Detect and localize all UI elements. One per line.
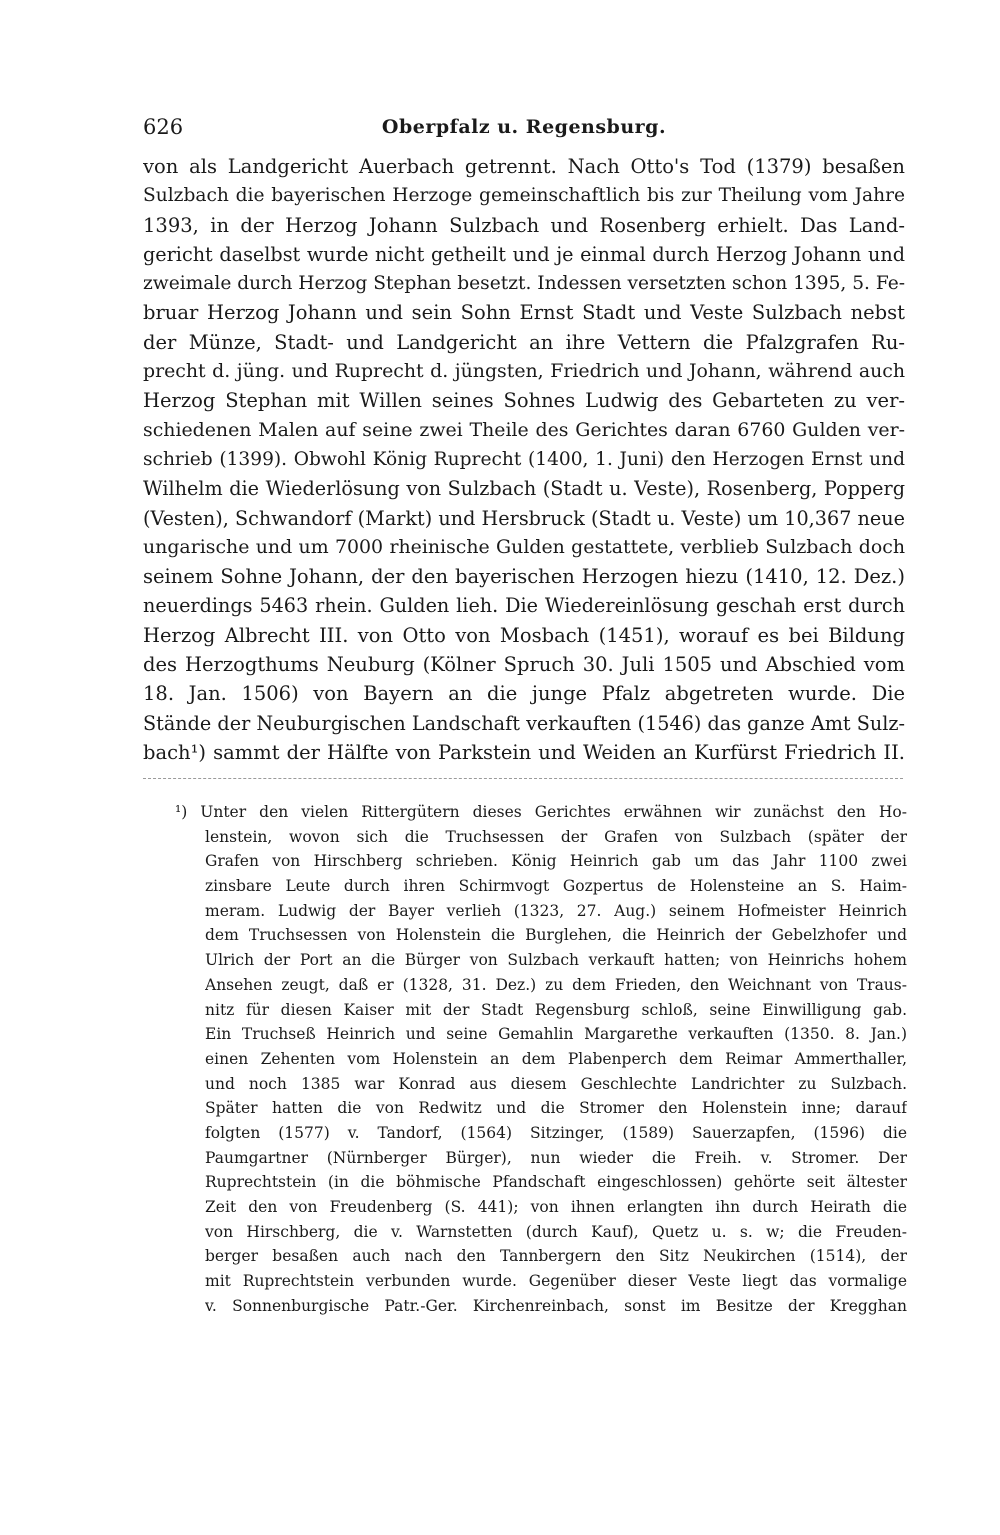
footnote-line: mit Ruprechtstein verbunden wurde. Gegenüber dieser Veste liegt das vormalige (205, 1272, 907, 1291)
footnote-line: und noch 1385 war Konrad aus diesem Geschlechte Landrichter zu Sulzbach. (205, 1074, 907, 1093)
text-line: zweimale durch Herzog Stephan besetzt. Indessen versetzten schon 1395, 5. Fe- (143, 273, 905, 295)
text-line: Herzog Albrecht III. von Otto von Mosbach (1451), worauf es bei Bildung (143, 623, 905, 647)
text-line: gericht daselbst wurde nicht getheilt und je einmal durch Herzog Johann und (143, 242, 905, 266)
text-line: ungarische und um 7000 rheinische Gulden gestattete, verblieb Sulzbach doch (143, 535, 905, 558)
text-line: bach¹) sammt der Hälfte von Parkstein und Weiden an Kurfürst Friedrich II. (143, 740, 905, 764)
text-line: 1393, in der Herzog Johann Sulzbach und Rosenberg erhielt. Das Land- (143, 213, 905, 237)
footnote-line: lenstein, wovon sich die Truchsessen der Grafen von Sulzbach (später der (205, 827, 907, 846)
footnote-block (175, 800, 907, 1318)
page-header (143, 112, 905, 146)
footnote-line: v. Sonnenburgische Patr.-Ger. Kirchenreinbach, sonst im Besitze der Kregghan (205, 1296, 907, 1315)
text-line: precht d. jüng. und Ruprecht d. jüngsten, Friedrich und Johann, während auch (143, 360, 905, 383)
text-line: (Vesten), Schwandorf (Markt) und Hersbruck (Stadt u. Veste) um 10,367 neue (143, 506, 905, 530)
footnote-line: meram. Ludwig der Bayer verlieh (1323, 27. Aug.) seinem Hofmeister Heinrich (205, 901, 907, 920)
text-line: neuerdings 5463 rhein. Gulden lieh. Die Wiedereinlösung geschah erst durch (143, 594, 905, 618)
footnote-line: folgten (1577) v. Tandorf, (1564) Sitzinger, (1589) Sauerzapfen, (1596) die (205, 1123, 907, 1142)
text-line: der Münze, Stadt- und Landgericht an ihre Vettern die Pfalzgrafen Ru- (143, 330, 905, 354)
running-head: Oberpfalz u. Regensburg. (381, 116, 667, 138)
text-line: bruar Herzog Johann und sein Sohn Ernst Stadt und Veste Sulzbach nebst (143, 301, 905, 325)
text-line: schrieb (1399). Obwohl König Ruprecht (1400, 1. Juni) den Herzogen Ernst und (143, 448, 905, 470)
footnote-line: Grafen von Hirschberg schrieben. König Heinrich gab um das Jahr 1100 zwei (205, 852, 907, 871)
footnote-line: nitz für diesen Kaiser mit der Stadt Regensburg schloß, seine Einwilligung gab. (205, 1000, 907, 1019)
text-line: Herzog Stephan mit Willen seines Sohnes Ludwig des Gebarteten zu ver- (143, 389, 905, 413)
text-line: 18. Jan. 1506) von Bayern an die junge Pfalz abgetreten wurde. Die (143, 682, 905, 706)
text-line: von als Landgericht Auerbach getrennt. Nach Otto's Tod (1379) besaßen (143, 155, 905, 178)
main-text-block (143, 152, 905, 767)
text-line: Sulzbach die bayerischen Herzoge gemeinschaftlich bis zur Theilung vom Jahre (143, 185, 905, 207)
text-line: seinem Sohne Johann, der den bayerischen Herzogen hiezu (1410, 12. Dez.) (143, 565, 905, 589)
footnote-line: Ein Truchseß Heinrich und seine Gemahlin Margarethe verkauften (1350. 8. Jan.) (205, 1025, 907, 1044)
footnote-line: Ansehen zeugt, daß er (1328, 31. Dez.) zu dem Frieden, den Weichnant von Traus- (205, 975, 907, 994)
footnote-line: Ruprechtstein (in die böhmische Pfandschaft eingeschlossen) gehörte seit ältester (205, 1173, 907, 1192)
footnote-divider (143, 778, 903, 779)
footnote-line: Paumgartner (Nürnberger Bürger), nun wieder die Freih. v. Stromer. Der (205, 1148, 907, 1167)
text-line: des Herzogthums Neuburg (Kölner Spruch 30. Juli 1505 und Abschied vom (143, 653, 905, 677)
text-line: Stände der Neuburgischen Landschaft verkauften (1546) das ganze Amt Sulz- (143, 711, 905, 735)
footnote-line: einen Zehenten vom Holenstein an dem Plabenperch dem Reimar Ammerthaller, (205, 1049, 907, 1068)
text-line: schiedenen Malen auf seine zwei Theile des Gerichtes daran 6760 Gulden ver- (143, 418, 905, 441)
footnote-line: zinsbare Leute durch ihren Schirmvogt Gozpertus de Holensteine an S. Haim- (205, 877, 907, 896)
page-number: 626 (143, 115, 184, 139)
footnote-line: von Hirschberg, die v. Warnstetten (durch Kauf), Quetz u. s. w; die Freuden- (205, 1222, 907, 1241)
footnote-line: berger besaßen auch nach den Tannbergern den Sitz Neukirchen (1514), der (205, 1247, 907, 1266)
footnote-line: ¹) Unter den vielen Rittergütern dieses Gerichtes erwähnen wir zunächst den Ho- (175, 803, 907, 821)
footnote-line: Ulrich der Port an die Bürger von Sulzbach verkauft hatten; von Heinrichs hohem (205, 951, 907, 970)
footnote-line: Später hatten die von Redwitz und die Stromer den Holenstein inne; darauf (205, 1099, 907, 1118)
footnote-line: dem Truchsessen von Holenstein die Burglehen, die Heinrich der Gebelzhofer und (205, 926, 907, 945)
footnote-line: Zeit den von Freudenberg (S. 441); von ihnen erlangten ihn durch Heirath die (205, 1198, 907, 1216)
text-line: Wilhelm die Wiederlösung von Sulzbach (Stadt u. Veste), Rosenberg, Popperg (143, 477, 905, 501)
